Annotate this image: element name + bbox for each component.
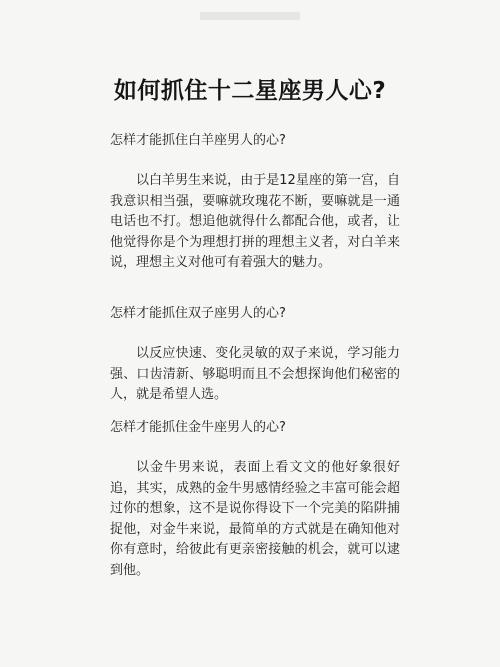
section-body: 以金牛男来说，表面上看文文的他好象很好追，其实，成熟的金牛男感情经验之丰富可能会超过你的想象，这不是说你得设下一个完美的陷阱捕捉他，对金牛来说，最简单的方式就是在确知他对你有意时，给彼此有更亲密接触的机会，就可以逮到他。 — [110, 460, 400, 578]
section-body: 以白羊男生来说，由于是12星座的第一宫，自我意识相当强，要嘛就玫瑰花不断，要嘛就是一通电话也不打。想追他就得什么都配合他，或者，让他觉得你是个为理想打拼的理想主义者，对白羊来说，理想主义对他可有着强大的魅力。 — [110, 173, 400, 270]
top-decoration — [200, 12, 300, 20]
section-heading: 怎样才能抓住金牛座男人的心? — [110, 420, 286, 435]
section-body: 以反应快速、变化灵敏的双子来说，学习能力强、口齿清新、够聪明而且不会想探询他们秘密的人，就是希望人选。 — [110, 346, 400, 402]
section-aries — [110, 131, 400, 274]
section-gemini — [110, 304, 400, 406]
section-taurus — [110, 418, 400, 581]
article-title: 如何抓住十二星座男人心? — [113, 78, 387, 105]
section-heading: 怎样才能抓住白羊座男人的心? — [110, 133, 286, 148]
section-heading: 怎样才能抓住双子座男人的心? — [110, 306, 286, 321]
